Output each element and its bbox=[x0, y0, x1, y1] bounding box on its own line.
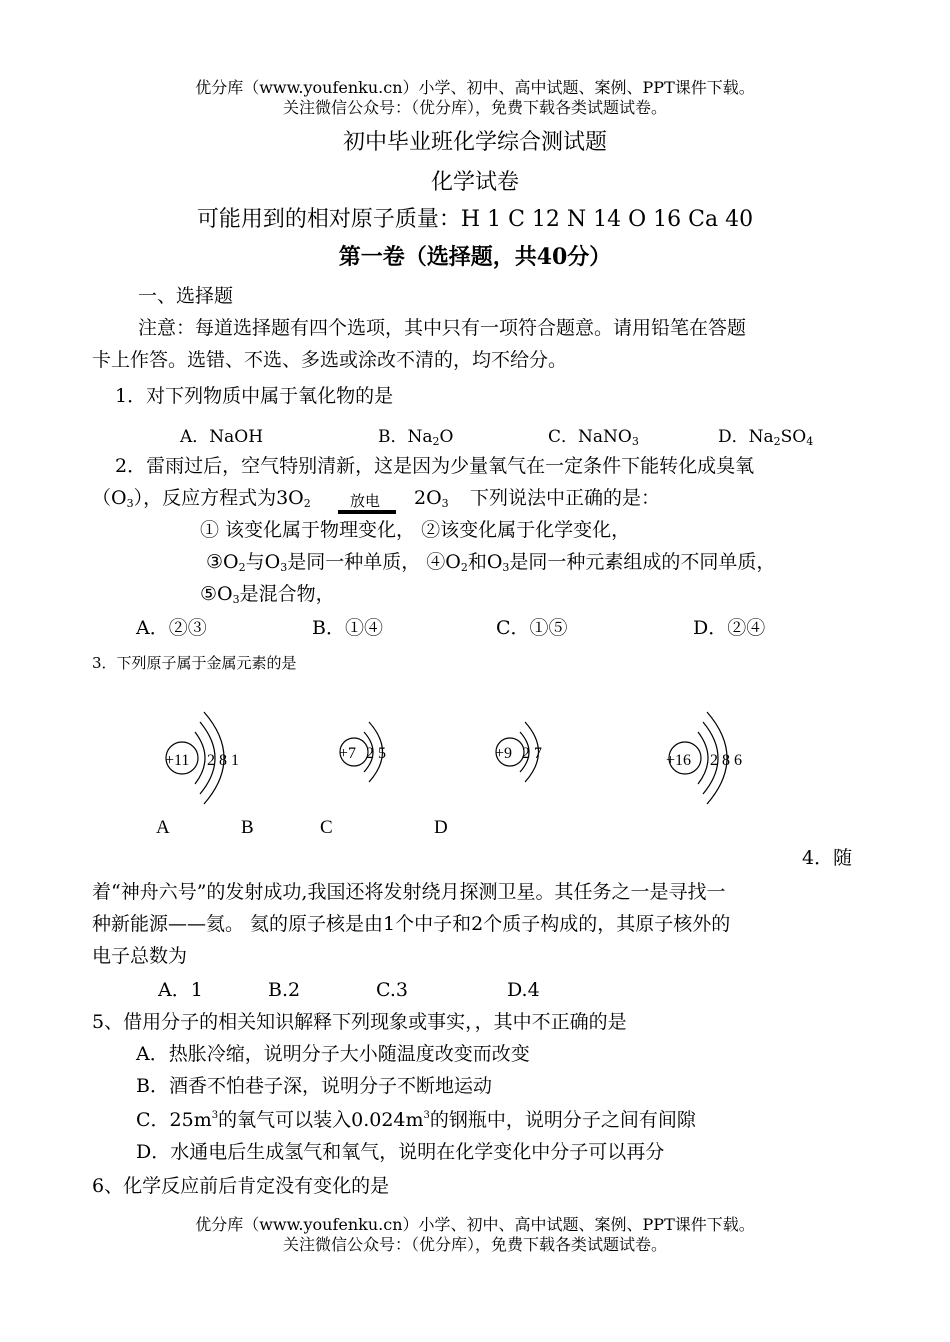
q5-option-c: C．$25m^3$的氧气可以装入$0.024m^3$的钢瓶中，说明分子之间有间隙 bbox=[136, 1109, 696, 1131]
q5-option-a: A．热胀冷缩，说明分子大小随温度改变而改变 bbox=[136, 1043, 530, 1065]
q4-line-2: 种新能源——氦。 氦的原子核是由1个中子和2个质子构成的，其原子核外的 bbox=[92, 913, 731, 935]
q1-option-c: C．NaNO$_3$ bbox=[548, 427, 639, 448]
q3-stem: 3．下列原子属于金属元素的是 bbox=[92, 654, 297, 672]
q2-line-2-tail: 下列说法中正确的是： bbox=[470, 487, 661, 509]
header-line-1: 优分库（www.youfenku.cn）小学、初中、高中试题、案例、PPT课件下载。 bbox=[195, 78, 755, 97]
q2-statement-1-2: ① 该变化属于物理变化， ②该变化属于化学变化， bbox=[200, 519, 631, 541]
atom-label-b: B bbox=[241, 817, 254, 838]
atom-b-shells: 2 5 bbox=[366, 745, 386, 762]
q5-option-d: D．水通电后生成氢气和氧气，说明在化学变化中分子可以再分 bbox=[136, 1141, 665, 1163]
reaction-condition: 放电 bbox=[350, 492, 381, 510]
note-line-2: 卡上作答。选错、不选、多选或涂改不清的，均不给分。 bbox=[92, 349, 568, 371]
q4-option-a: A．1 bbox=[158, 979, 203, 1001]
q2-line-1: 2．雷雨过后，空气特别清新，这是因为少量氧气在一定条件下能转化成臭氧 bbox=[115, 455, 755, 477]
q5-option-b: B．酒香不怕巷子深，说明分子不断地运动 bbox=[136, 1075, 492, 1097]
q1-stem: 1．对下列物质中属于氧化物的是 bbox=[115, 385, 394, 407]
q4-line-1: 着“神舟六号”的发射成功,我国还将发射绕月探测卫星。其任务之一是寻找一 bbox=[92, 881, 726, 903]
q2-option-c: C．①⑤ bbox=[496, 617, 568, 639]
q2-statement-5: $⑤O_3$是混合物， bbox=[200, 583, 335, 606]
atom-c-nucleus: +9 bbox=[495, 745, 513, 762]
atom-a-shells: 2 8 1 bbox=[207, 752, 239, 769]
q2-option-d: D．②④ bbox=[693, 617, 766, 639]
q2-option-b: B．①④ bbox=[312, 617, 383, 639]
page-subtitle: 化学试卷 bbox=[430, 170, 519, 195]
atom-d-nucleus: +16 bbox=[666, 752, 692, 769]
atom-c-shells: 2 7 bbox=[522, 745, 542, 762]
q4-option-c: C.3 bbox=[376, 979, 408, 1001]
q2-statement-3-4: $③O_2$与$O_3$是同一种单质， $④O_2$和$O_3$是同一种元素组成的不同单质， bbox=[206, 551, 776, 574]
reaction-product: $2O_3$ bbox=[414, 487, 449, 510]
atom-label-d: D bbox=[434, 817, 448, 838]
atom-a-nucleus: +11 bbox=[165, 752, 190, 769]
q5-stem: 5、借用分子的相关知识解释下列现象或事实，，其中不正确的是 bbox=[92, 1011, 627, 1033]
atom-label-a: A bbox=[156, 817, 170, 838]
q1-option-a: A．NaOH bbox=[180, 427, 264, 447]
header-line-2: 关注微信公众号：（优分库），免费下载各类试题试卷。 bbox=[282, 98, 667, 117]
q2-line-2: $(O_3)$，反应方程式为$3O_2$ bbox=[92, 487, 311, 510]
volume-title: 第一卷（选择题，共40分） bbox=[338, 244, 612, 270]
atom-b-nucleus: +7 bbox=[339, 745, 357, 762]
atom-c-diagram bbox=[495, 722, 542, 782]
note-line-1: 注意：每道选择题有四个选项，其中只有一项符合题意。请用铅笔在答题 bbox=[138, 317, 747, 339]
q4-option-b: B.2 bbox=[268, 979, 301, 1001]
q1-option-d: D．$Na_2SO_4$ bbox=[718, 427, 814, 448]
atom-d-diagram bbox=[666, 712, 742, 804]
atom-b-diagram bbox=[339, 722, 386, 782]
atomic-masses: 可能用到的相对原子质量：H 1 C 12 N 14 O 16 Ca 40 bbox=[196, 207, 754, 232]
atom-a-diagram bbox=[165, 712, 239, 804]
section-heading: 一、选择题 bbox=[138, 285, 234, 307]
q6-stem: 6、化学反应前后肯定没有变化的是 bbox=[92, 1175, 390, 1197]
page-title: 初中毕业班化学综合测试题 bbox=[342, 130, 607, 155]
q4-line-3: 电子总数为 bbox=[92, 945, 188, 967]
reaction-arrow-line bbox=[338, 510, 396, 514]
atom-d-shells: 2 8 6 bbox=[710, 752, 742, 769]
q4-number: 4．随 bbox=[802, 847, 853, 869]
atom-structure-diagrams bbox=[140, 700, 790, 815]
footer-line-1: 优分库（www.youfenku.cn）小学、初中、高中试题、案例、PPT课件下载。 bbox=[195, 1215, 755, 1234]
q1-option-b: B．$Na_2O$ bbox=[378, 427, 454, 448]
atom-label-c: C bbox=[320, 817, 333, 838]
q2-option-a: A．②③ bbox=[136, 617, 207, 639]
q4-option-d: D.4 bbox=[507, 979, 540, 1001]
footer-line-2: 关注微信公众号：（优分库），免费下载各类试题试卷。 bbox=[282, 1235, 667, 1254]
